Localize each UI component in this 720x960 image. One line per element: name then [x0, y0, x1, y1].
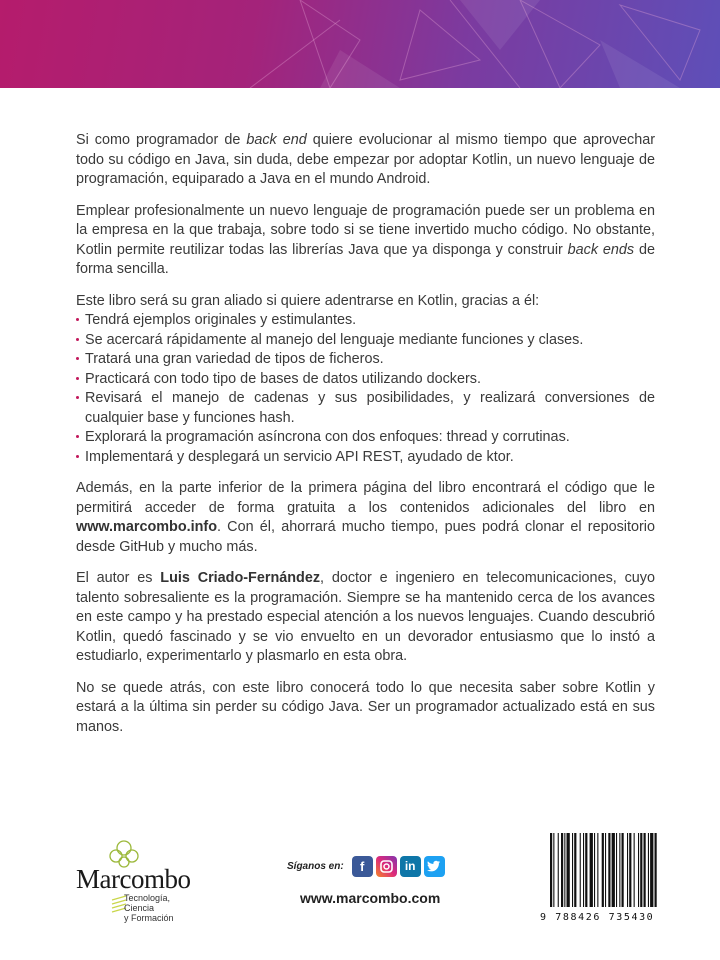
back-cover-text — [76, 131, 655, 749]
list-item: Tratará una gran variedad de tipos de ficheros. — [76, 350, 655, 370]
benefits-list — [76, 311, 655, 467]
text-span: Si como programador de — [76, 132, 247, 148]
instagram-icon[interactable] — [376, 856, 397, 877]
text-span: Emplear profesionalmente un nuevo lenguaje de programación puede ser un problema en la empresa en la que trabaja, sobre todo si se tiene invertido mucho código. No obstante, Kotlin permite reutilizar todas las librerías Java que ya disponga y construir — [76, 202, 655, 258]
text-span: de forma sencilla. — [76, 241, 655, 277]
text-span: El autor es — [76, 570, 161, 586]
follow-label: Síganos en: — [287, 860, 344, 872]
paragraph-closing: No se quede atrás, con este libro conocerá todo lo que necesita saber sobre Kotlin y estará a la última sin perder su código Java. Ser un programador actualizado está en sus manos. — [76, 679, 655, 735]
emphasis: back ends — [567, 241, 635, 258]
facebook-icon[interactable]: f — [352, 856, 373, 877]
paragraph-resources — [76, 479, 655, 557]
isbn-number: 9 788426 735430 — [540, 912, 655, 923]
cover-top-band — [0, 0, 720, 88]
text-span: . Con él, ahorrará mucho tiempo, pues podrá clonar el repositorio desde GitHub y mucho más. — [76, 519, 655, 555]
list-item: Tendrá ejemplos originales y estimulantes. — [76, 311, 655, 331]
paragraph-author — [76, 569, 655, 667]
paragraph-intro — [76, 131, 655, 190]
text-span: , doctor e ingeniero en telecomunicaciones, cuyo talento sobresaliente es la programación. Siempre se ha mantenido cerca de los avances en este campo y ha prestado especial atención a los nuevos lenguajes. Cuando descubrió Kotlin, quedó fascinado y se vio envuelto en un devorador entusiasmo que lo instó a estudiarlo, experimentarlo y plasmarlo en esta obra. — [76, 570, 655, 664]
decorative-pattern — [0, 0, 720, 88]
linkedin-icon[interactable]: in — [400, 856, 421, 877]
social-links — [287, 853, 448, 879]
publisher-logo — [76, 838, 216, 923]
tagline-line: Tecnología, — [124, 893, 171, 903]
list-item: Se acercará rápidamente al manejo del lenguaje mediante funciones y clases. — [76, 331, 655, 351]
publisher-website[interactable]: www.marcombo.com — [300, 890, 441, 906]
author-name: Luis Criado-Fernández — [160, 570, 321, 586]
isbn-barcode — [540, 833, 708, 929]
list-item: Implementará y desplegará un servicio API REST, ayudado de ktor. — [76, 448, 655, 468]
emphasis: back end — [246, 132, 307, 148]
instagram-glyph — [380, 860, 393, 873]
paragraph-reuse — [76, 202, 655, 280]
twitter-icon[interactable] — [424, 856, 445, 877]
publisher-tagline — [124, 893, 214, 923]
list-item: Revisará el manejo de cadenas y sus posibilidades, y realizará conversiones de cualquier base y funciones hash. — [76, 389, 655, 428]
text-span: quiere evolucionar al mismo tiempo que aprovechar todo su código en Java, sin duda, debe empezar por adoptar Kotlin, un nuevo lenguaje de programación, equiparado a Java en el mundo Android. — [76, 132, 656, 187]
list-item: Practicará con todo tipo de bases de datos utilizando dockers. — [76, 370, 655, 390]
resources-link[interactable]: www.marcombo.info — [76, 519, 217, 535]
tagline-line: Ciencia — [124, 903, 155, 913]
barcode-bars — [544, 833, 704, 911]
paragraph-lead-in: Este libro será su gran aliado si quiere adentrarse en Kotlin, gracias a él: — [76, 292, 540, 309]
tagline-line: y Formación — [124, 913, 174, 923]
text-span: Además, en la parte inferior de la primera página del libro encontrará el código que le permitirá acceder de forma gratuita a los contenidos adicionales del libro en — [76, 480, 655, 516]
publisher-name: Marcombo — [76, 864, 191, 894]
list-item: Explorará la programación asíncrona con dos enfoques: thread y corrutinas. — [76, 428, 655, 448]
twitter-glyph — [427, 860, 441, 872]
